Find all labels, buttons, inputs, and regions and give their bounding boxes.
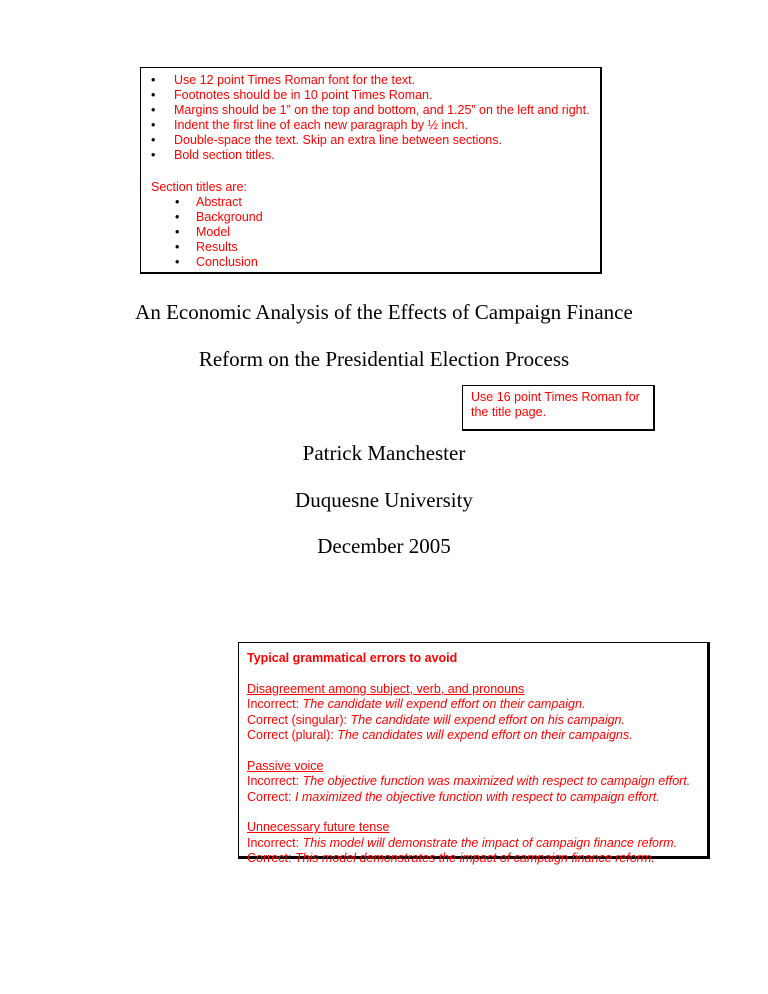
section-title-item: • Abstract bbox=[141, 195, 263, 210]
paper-title-line-2: Reform on the Presidential Election Process bbox=[198, 347, 570, 371]
grammar-section-title: Passive voice bbox=[247, 758, 324, 773]
example-line: Incorrect: The objective function was maximized with respect to campaign effort. bbox=[247, 774, 691, 789]
section-titles-intro: Section titles are: bbox=[151, 180, 247, 194]
example-line: Correct (plural): The candidates will expend effort on their campaigns. bbox=[247, 728, 633, 743]
rule-item: • Margins should be 1” on the top and bottom, and 1.25” on the left and right. bbox=[141, 103, 590, 118]
section-title-item: • Background bbox=[141, 210, 263, 225]
formatting-rules-list bbox=[141, 73, 590, 163]
grammar-section-agreement bbox=[247, 682, 707, 744]
rule-item: • Footnotes should be in 10 point Times Roman. bbox=[141, 88, 590, 103]
grammar-section-title: Disagreement among subject, verb, and pronouns bbox=[247, 681, 525, 696]
paper-title-line-1: An Economic Analysis of the Effects of Campaign Finance bbox=[135, 300, 633, 324]
section-title-item: • Conclusion bbox=[141, 255, 263, 270]
example-line: Correct: This model demonstrates the impact of campaign finance reform. bbox=[247, 851, 655, 866]
example-line: Incorrect: The candidate will expend effort on their campaign. bbox=[247, 697, 586, 712]
example-line: Incorrect: This model will demonstrate the impact of campaign finance reform. bbox=[247, 835, 678, 850]
section-title-item: • Model bbox=[141, 225, 263, 240]
university-name: Duquesne University bbox=[295, 488, 473, 512]
example-line: Correct (singular): The candidate will expend effort on his campaign. bbox=[247, 712, 625, 727]
grammar-box-heading: Typical grammatical errors to avoid bbox=[247, 651, 458, 665]
rule-item: • Use 12 point Times Roman font for the text. bbox=[141, 73, 590, 88]
section-titles-list bbox=[141, 195, 263, 270]
title-font-note bbox=[462, 385, 655, 431]
rule-item: • Indent the first line of each new paragraph by ½ inch. bbox=[141, 118, 590, 133]
formatting-rules-box bbox=[140, 67, 602, 274]
title-font-note-line-2: the title page. bbox=[471, 405, 547, 419]
paper-date: December 2005 bbox=[317, 534, 451, 558]
grammar-section-passive-voice bbox=[247, 759, 707, 805]
rule-item: • Double-space the text. Skip an extra line between sections. bbox=[141, 133, 590, 148]
grammar-section-future-tense bbox=[247, 820, 707, 866]
grammar-section-title: Unnecessary future tense bbox=[247, 820, 390, 835]
example-line: Correct: I maximized the objective function with respect to campaign effort. bbox=[247, 789, 660, 804]
section-title-item: • Results bbox=[141, 240, 263, 255]
author-name: Patrick Manchester bbox=[302, 441, 466, 465]
title-font-note-line-1: Use 16 point Times Roman for bbox=[471, 390, 640, 404]
rule-item: • Bold section titles. bbox=[141, 148, 590, 163]
grammar-errors-box bbox=[238, 642, 710, 866]
